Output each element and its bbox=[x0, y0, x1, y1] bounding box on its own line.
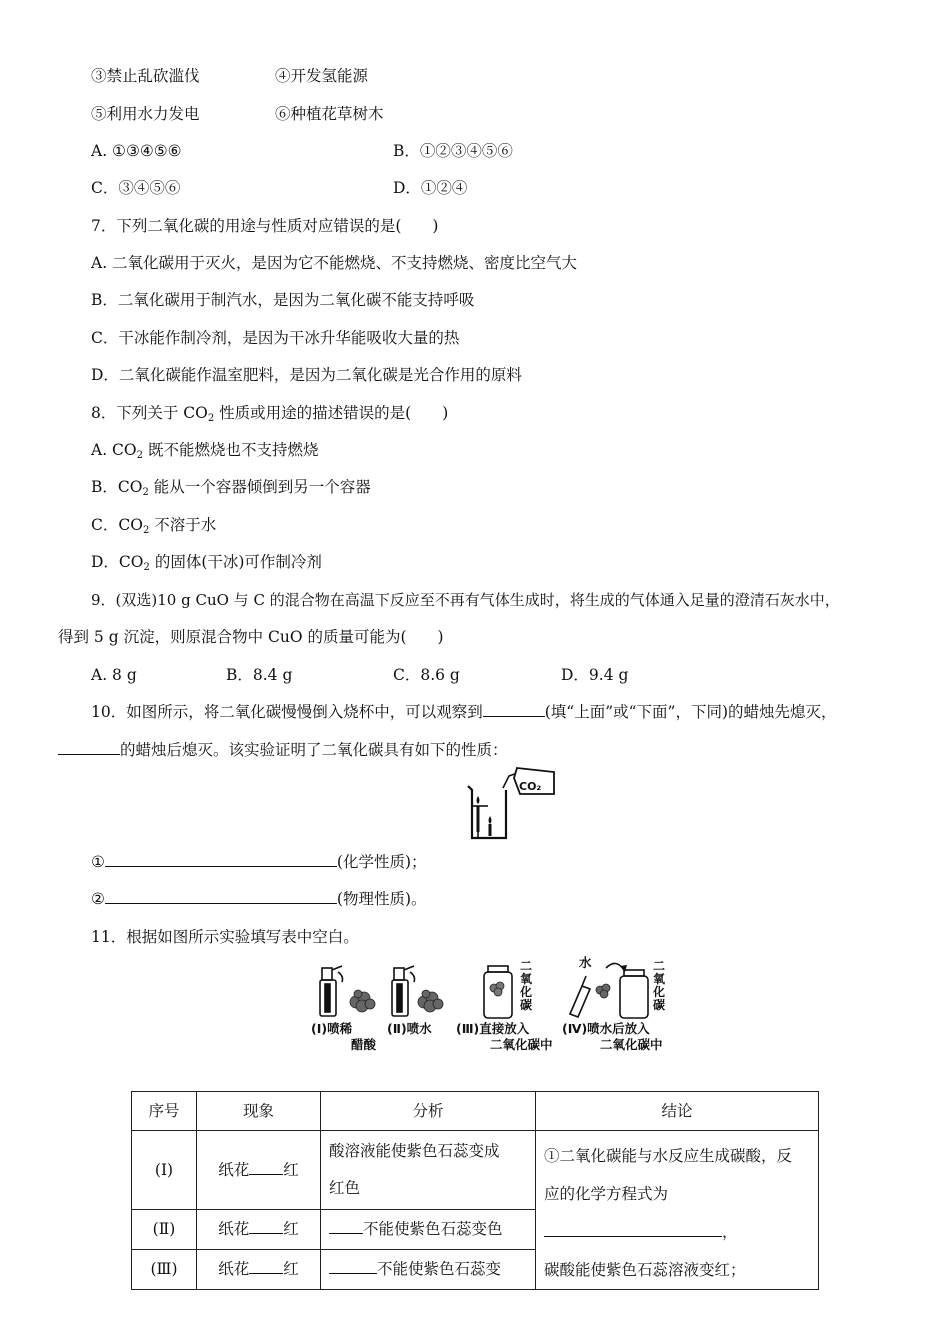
q11-caption-3b: 二氧化碳中 bbox=[490, 1037, 553, 1052]
q9-choice-b: B．8.4 g bbox=[226, 666, 293, 684]
q8-choice-c: C．$CO_2$ 不溶于水 bbox=[91, 516, 217, 536]
q11-caption-2: (Ⅱ)喷水 bbox=[387, 1021, 432, 1036]
table-row bbox=[132, 1131, 819, 1210]
q11-table bbox=[131, 1091, 819, 1290]
q8-choice-b: B．$CO_2$ 能从一个容器倾倒到另一个容器 bbox=[91, 478, 371, 498]
row-no: (Ⅲ) bbox=[132, 1249, 197, 1289]
q11-caption-1b: 醋酸 bbox=[351, 1037, 377, 1052]
q9-stem-line1: 9．(双选)10 g CuO 与 C 的混合物在高温下反应至不再有气体生成时，将生成的气体通入足量的澄清石灰水中， bbox=[91, 591, 840, 609]
q10-blank-1[interactable] bbox=[483, 702, 545, 717]
q8-choice-a: A. $CO_2$ 既不能燃烧也不支持燃烧 bbox=[91, 441, 319, 461]
q10-blank-physical[interactable] bbox=[105, 889, 337, 904]
q10-stem-line2: 的蜡烛后熄灭。该实验证明了二氧化碳具有如下的性质： bbox=[58, 740, 508, 760]
row-conclusion: ①二氧化碳能与水反应生成碳酸，反 应的化学方程式为 ， 碳酸能使紫色石蕊溶液变红； bbox=[536, 1131, 819, 1290]
q10-item-1: ① (化学性质)； bbox=[91, 853, 427, 871]
row-analysis: 不能使紫色石蕊变色 bbox=[321, 1209, 536, 1249]
q6-choice-c: C．③④⑤⑥ bbox=[91, 179, 181, 197]
q10-beaker-figure bbox=[462, 766, 562, 842]
row-no: (Ⅰ) bbox=[132, 1131, 197, 1210]
table-header-row bbox=[132, 1092, 819, 1131]
q10-blank-2[interactable] bbox=[58, 740, 120, 755]
phenomenon-blank[interactable] bbox=[249, 1160, 283, 1175]
phenomenon-blank[interactable] bbox=[249, 1259, 283, 1274]
q7-stem: 7．下列二氧化碳的用途与性质对应错误的是( ) bbox=[91, 217, 439, 235]
q6-choice-a: A. ①③④⑤⑥ bbox=[91, 142, 182, 160]
analysis-blank[interactable] bbox=[329, 1219, 363, 1234]
q11-caption-4b: 二氧化碳中 bbox=[600, 1037, 663, 1052]
q11-caption-3a: (Ⅲ)直接放入 bbox=[456, 1021, 530, 1036]
header-no: 序号 bbox=[132, 1092, 197, 1131]
paper-flower-icon bbox=[350, 990, 375, 1012]
q10-co2-label: CO₂ bbox=[519, 780, 542, 793]
q6-choice-b: B．①②③④⑤⑥ bbox=[393, 142, 513, 160]
q6-option-5: ⑤利用水力发电 bbox=[91, 105, 200, 123]
q7-choice-a: A. 二氧化碳用于灭火，是因为它不能燃烧、不支持燃烧、密度比空气大 bbox=[91, 254, 578, 272]
row-phenomenon: 纸花 红 bbox=[197, 1209, 321, 1249]
row-no: (Ⅱ) bbox=[132, 1209, 197, 1249]
q11-caption-1a: (Ⅰ)喷稀 bbox=[311, 1021, 353, 1036]
q10-item-2: ② (物理性质)。 bbox=[91, 890, 427, 908]
row-phenomenon: 纸花 红 bbox=[197, 1249, 321, 1289]
q6-option-3: ③禁止乱砍滥伐 bbox=[91, 67, 200, 85]
q7-choice-d: D．二氧化碳能作温室肥料，是因为二氧化碳是光合作用的原料 bbox=[91, 366, 522, 384]
q9-choice-d: D．9.4 g bbox=[561, 666, 629, 684]
q7-choice-b: B．二氧化碳用于制汽水，是因为二氧化碳不能支持呼吸 bbox=[91, 291, 475, 309]
q10-stem-line1: 10．如图所示，将二氧化碳慢慢倒入烧杯中，可以观察到 (填“上面”或“下面”，下同)的蜡烛先熄灭， bbox=[91, 703, 837, 721]
q11-fig-co2-label-2: 二氧化碳 bbox=[652, 959, 665, 1012]
q11-fig-water-label: 水 bbox=[579, 955, 592, 970]
q6-option-6: ⑥种植花草树木 bbox=[275, 105, 384, 123]
phenomenon-blank[interactable] bbox=[249, 1219, 283, 1234]
q8-stem: 8．下列关于 $CO_2$ 性质或用途的描述错误的是( ) bbox=[91, 404, 449, 424]
q6-option-4: ④开发氢能源 bbox=[275, 67, 369, 85]
q11-experiment-figure bbox=[312, 956, 674, 1022]
row-analysis: 酸溶液能使紫色石蕊变成 红色 bbox=[321, 1131, 536, 1210]
q10-blank-chemical[interactable] bbox=[105, 852, 337, 867]
q11-fig-co2-label-1: 二氧化碳 bbox=[519, 959, 532, 1012]
q11-stem: 11．根据如图所示实验填写表中空白。 bbox=[91, 928, 359, 946]
header-conclusion: 结论 bbox=[536, 1092, 819, 1131]
row-phenomenon: 纸花 红 bbox=[197, 1131, 321, 1210]
header-analysis: 分析 bbox=[321, 1092, 536, 1131]
q9-choice-c: C．8.6 g bbox=[393, 666, 460, 684]
header-phenomenon: 现象 bbox=[197, 1092, 321, 1131]
q8-choice-d: D．$CO_2$ 的固体(干冰)可作制冷剂 bbox=[91, 553, 322, 573]
q9-choice-a: A. 8 g bbox=[91, 666, 137, 684]
analysis-blank[interactable] bbox=[329, 1259, 377, 1274]
q11-caption-4a: (Ⅳ)喷水后放入 bbox=[562, 1021, 650, 1036]
equation-blank[interactable] bbox=[544, 1222, 722, 1237]
q9-stem-line2: 得到 5 g 沉淀，则原混合物中 CuO 的质量可能为( ) bbox=[58, 628, 444, 646]
q6-choice-d: D．①②④ bbox=[393, 179, 468, 197]
q7-choice-c: C．干冰能作制冷剂，是因为干冰升华能吸收大量的热 bbox=[91, 329, 460, 347]
row-analysis: 不能使紫色石蕊变 bbox=[321, 1249, 536, 1289]
